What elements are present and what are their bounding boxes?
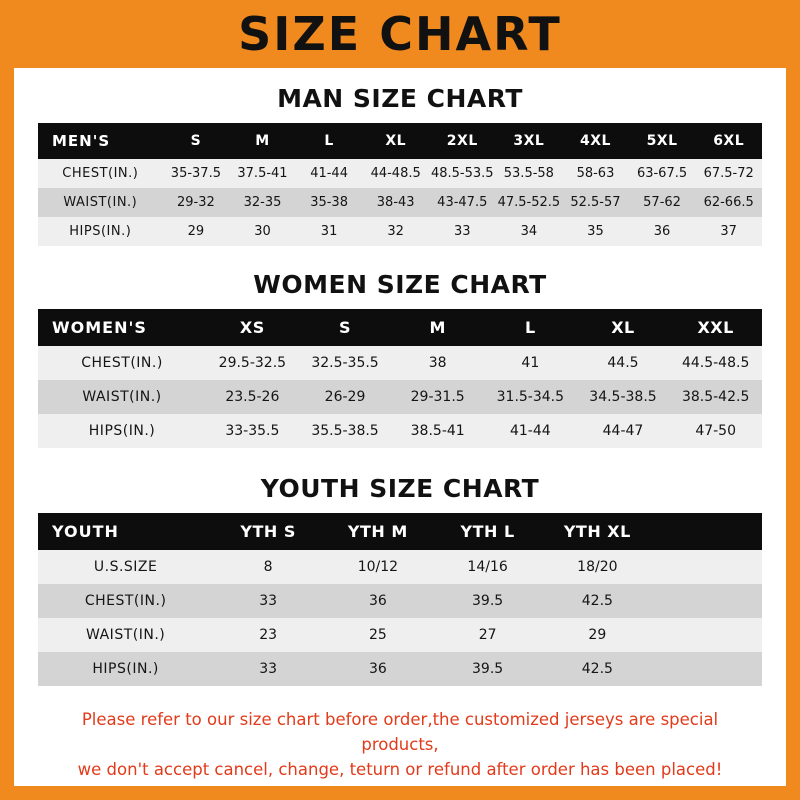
men-row-hips-label: HIPS(IN.) [38, 217, 163, 246]
table-row [38, 618, 762, 652]
men-chest-l: 41-44 [296, 159, 363, 188]
women-row-hips-label: HIPS(IN.) [38, 414, 206, 448]
section-youth [38, 474, 762, 686]
men-waist-m: 32-35 [229, 188, 296, 217]
youth-ussize-s: 8 [213, 550, 323, 584]
youth-size-table [38, 513, 762, 686]
youth-hips-l: 39.5 [433, 652, 543, 686]
youth-header-s: YTH S [213, 513, 323, 550]
men-header-2xl: 2XL [429, 123, 496, 159]
youth-row-waist-label: WAIST(IN.) [38, 618, 213, 652]
women-table-head [38, 309, 762, 346]
women-waist-m: 29-31.5 [391, 380, 484, 414]
youth-waist-s: 23 [213, 618, 323, 652]
men-row-waist-label: WAIST(IN.) [38, 188, 163, 217]
section-title-man: MAN SIZE CHART [277, 84, 523, 113]
youth-hips-xl: 42.5 [542, 652, 652, 686]
men-header-6xl: 6XL [695, 123, 762, 159]
youth-header-blank [652, 513, 762, 550]
men-chest-s: 35-37.5 [163, 159, 230, 188]
youth-header-label: YOUTH [38, 513, 213, 550]
men-waist-5xl: 57-62 [629, 188, 696, 217]
men-header-l: L [296, 123, 363, 159]
youth-row-ussize-label: U.S.SIZE [38, 550, 213, 584]
page-title: SIZE CHART [238, 7, 562, 61]
men-header-xl: XL [362, 123, 429, 159]
women-header-s: S [299, 309, 392, 346]
youth-hips-blank [652, 652, 762, 686]
youth-header-m: YTH M [323, 513, 433, 550]
women-header-m: M [391, 309, 484, 346]
men-header-3xl: 3XL [496, 123, 563, 159]
table-row [38, 584, 762, 618]
men-size-table [38, 123, 762, 246]
table-row [38, 414, 762, 448]
men-waist-xl: 38-43 [362, 188, 429, 217]
table-row [38, 652, 762, 686]
youth-hips-m: 36 [323, 652, 433, 686]
men-header-s: S [163, 123, 230, 159]
table-row [38, 188, 762, 217]
section-title-women: WOMEN SIZE CHART [253, 270, 547, 299]
men-hips-s: 29 [163, 217, 230, 246]
women-waist-xl: 34.5-38.5 [577, 380, 670, 414]
youth-row-chest-label: CHEST(IN.) [38, 584, 213, 618]
youth-waist-l: 27 [433, 618, 543, 652]
women-chest-xxl: 44.5-48.5 [669, 346, 762, 380]
women-table-body [38, 346, 762, 448]
women-header-label: WOMEN'S [38, 309, 206, 346]
men-waist-l: 35-38 [296, 188, 363, 217]
youth-table-head [38, 513, 762, 550]
men-header-label: MEN'S [38, 123, 163, 159]
men-chest-3xl: 53.5-58 [496, 159, 563, 188]
men-header-4xl: 4XL [562, 123, 629, 159]
men-hips-2xl: 33 [429, 217, 496, 246]
youth-ussize-xl: 18/20 [542, 550, 652, 584]
women-hips-xl: 44-47 [577, 414, 670, 448]
men-hips-5xl: 36 [629, 217, 696, 246]
men-chest-4xl: 58-63 [562, 159, 629, 188]
footer-accent-strip [0, 786, 800, 800]
men-chest-2xl: 48.5-53.5 [429, 159, 496, 188]
youth-ussize-blank [652, 550, 762, 584]
table-row [38, 380, 762, 414]
section-man [38, 84, 762, 246]
youth-table-body [38, 550, 762, 686]
youth-chest-s: 33 [213, 584, 323, 618]
order-notice [44, 708, 756, 782]
women-hips-l: 41-44 [484, 414, 577, 448]
table-header-row [38, 513, 762, 550]
youth-waist-blank [652, 618, 762, 652]
women-header-xs: XS [206, 309, 299, 346]
men-chest-m: 37.5-41 [229, 159, 296, 188]
men-hips-m: 30 [229, 217, 296, 246]
youth-chest-blank [652, 584, 762, 618]
men-waist-4xl: 52.5-57 [562, 188, 629, 217]
men-header-m: M [229, 123, 296, 159]
men-table-body [38, 159, 762, 246]
women-header-xxl: XXL [669, 309, 762, 346]
section-title-youth: YOUTH SIZE CHART [260, 474, 540, 503]
women-chest-xl: 44.5 [577, 346, 670, 380]
table-header-row [38, 123, 762, 159]
women-chest-l: 41 [484, 346, 577, 380]
men-hips-l: 31 [296, 217, 363, 246]
men-header-5xl: 5XL [629, 123, 696, 159]
women-hips-xxl: 47-50 [669, 414, 762, 448]
youth-ussize-l: 14/16 [433, 550, 543, 584]
women-header-l: L [484, 309, 577, 346]
women-row-waist-label: WAIST(IN.) [38, 380, 206, 414]
youth-waist-m: 25 [323, 618, 433, 652]
youth-chest-m: 36 [323, 584, 433, 618]
youth-hips-s: 33 [213, 652, 323, 686]
youth-row-hips-label: HIPS(IN.) [38, 652, 213, 686]
women-header-xl: XL [577, 309, 670, 346]
youth-chest-l: 39.5 [433, 584, 543, 618]
women-hips-xs: 33-35.5 [206, 414, 299, 448]
women-waist-s: 26-29 [299, 380, 392, 414]
men-waist-2xl: 43-47.5 [429, 188, 496, 217]
header-banner [14, 0, 786, 68]
women-waist-xxl: 38.5-42.5 [669, 380, 762, 414]
men-waist-6xl: 62-66.5 [695, 188, 762, 217]
men-hips-xl: 32 [362, 217, 429, 246]
women-size-table [38, 309, 762, 448]
women-row-chest-label: CHEST(IN.) [38, 346, 206, 380]
men-hips-6xl: 37 [695, 217, 762, 246]
women-hips-s: 35.5-38.5 [299, 414, 392, 448]
youth-header-l: YTH L [433, 513, 543, 550]
women-waist-l: 31.5-34.5 [484, 380, 577, 414]
table-header-row [38, 309, 762, 346]
men-hips-3xl: 34 [496, 217, 563, 246]
youth-header-xl: YTH XL [542, 513, 652, 550]
chart-content [14, 84, 786, 800]
men-chest-xl: 44-48.5 [362, 159, 429, 188]
women-chest-m: 38 [391, 346, 484, 380]
men-hips-4xl: 35 [562, 217, 629, 246]
women-waist-xs: 23.5-26 [206, 380, 299, 414]
notice-line-2: we don't accept cancel, change, teturn or refund after order has been placed! [77, 759, 723, 779]
table-row [38, 217, 762, 246]
youth-ussize-m: 10/12 [323, 550, 433, 584]
women-chest-s: 32.5-35.5 [299, 346, 392, 380]
men-waist-3xl: 47.5-52.5 [496, 188, 563, 217]
women-hips-m: 38.5-41 [391, 414, 484, 448]
youth-chest-xl: 42.5 [542, 584, 652, 618]
table-row [38, 159, 762, 188]
men-table-head [38, 123, 762, 159]
table-row [38, 550, 762, 584]
table-row [38, 346, 762, 380]
section-women [38, 270, 762, 448]
women-chest-xs: 29.5-32.5 [206, 346, 299, 380]
youth-waist-xl: 29 [542, 618, 652, 652]
men-waist-s: 29-32 [163, 188, 230, 217]
men-chest-5xl: 63-67.5 [629, 159, 696, 188]
men-row-chest-label: CHEST(IN.) [38, 159, 163, 188]
men-chest-6xl: 67.5-72 [695, 159, 762, 188]
notice-line-1: Please refer to our size chart before order,the customized jerseys are special products, [81, 710, 719, 754]
